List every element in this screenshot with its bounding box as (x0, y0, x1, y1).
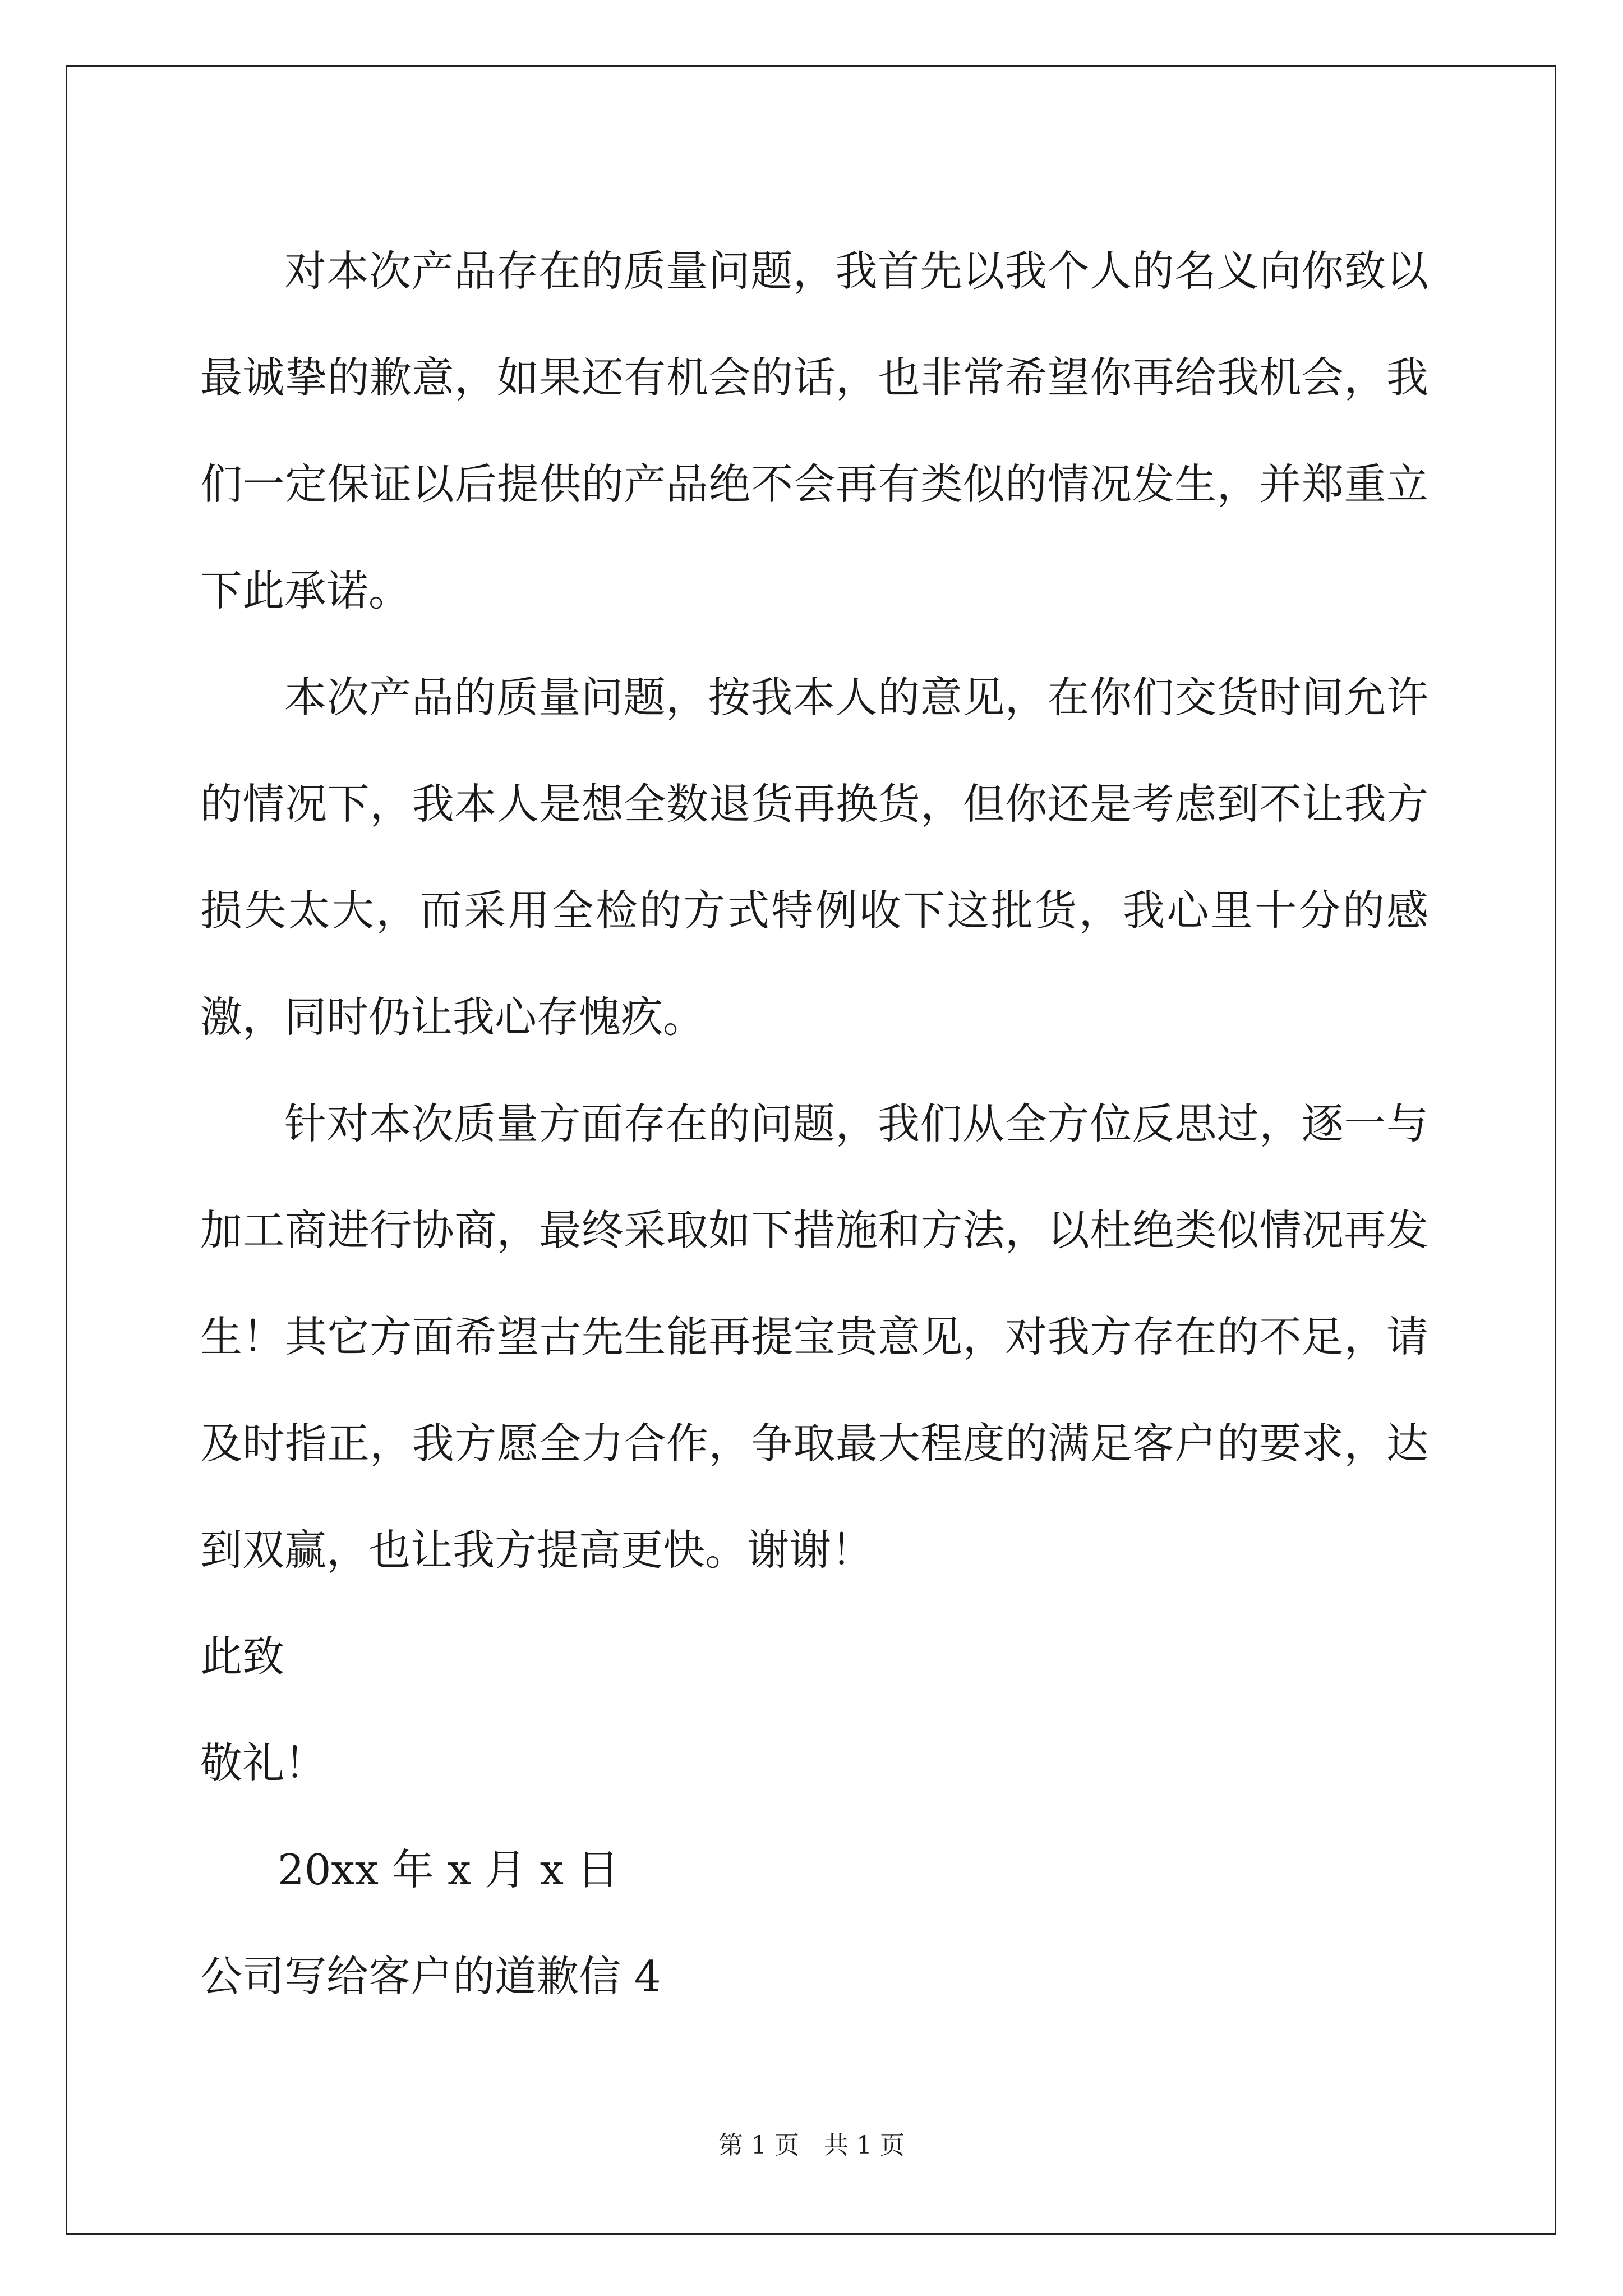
letter-body (200, 218, 1428, 2030)
next-letter-title: 公司写给客户的道歉信 4 (200, 1952, 661, 2001)
closing-salutation: 此致 (200, 1632, 285, 1681)
paragraph-2: 本次产品的质量问题，按我本人的意见，在你们交货时间允许的情况下，我本人是想全数退货再换货，但你还是考虑到不让我方损失太大，而采用全检的方式特例收下这批货，我心里十分的感激，同时仍让我心存愧疚。 (200, 673, 1428, 1042)
paragraph-1: 对本次产品存在的质量问题，我首先以我个人的名义向你致以最诚挚的歉意，如果还有机会的话，也非常希望你再给我机会，我们一定保证以后提供的产品绝不会再有类似的情况发生，并郑重立下此承诺。 (200, 246, 1428, 615)
paragraph-3: 针对本次质量方面存在的问题，我们从全方位反思过，逐一与加工商进行协商，最终采取如下措施和方法，以杜绝类似情况再发生！其它方面希望古先生能再提宝贵意见，对我方存在的不足，请及时指正，我方愿全力合作，争取最大程度的满足客户的要求，达到双赢，也让我方提高更快。谢谢！ (200, 1099, 1428, 1575)
page-number-footer: 第 1 页 共 1 页 (718, 2131, 905, 2160)
closing-regards: 敬礼！ (200, 1738, 327, 1788)
letter-date: 20xx 年 x 月 x 日 (278, 1845, 619, 1894)
